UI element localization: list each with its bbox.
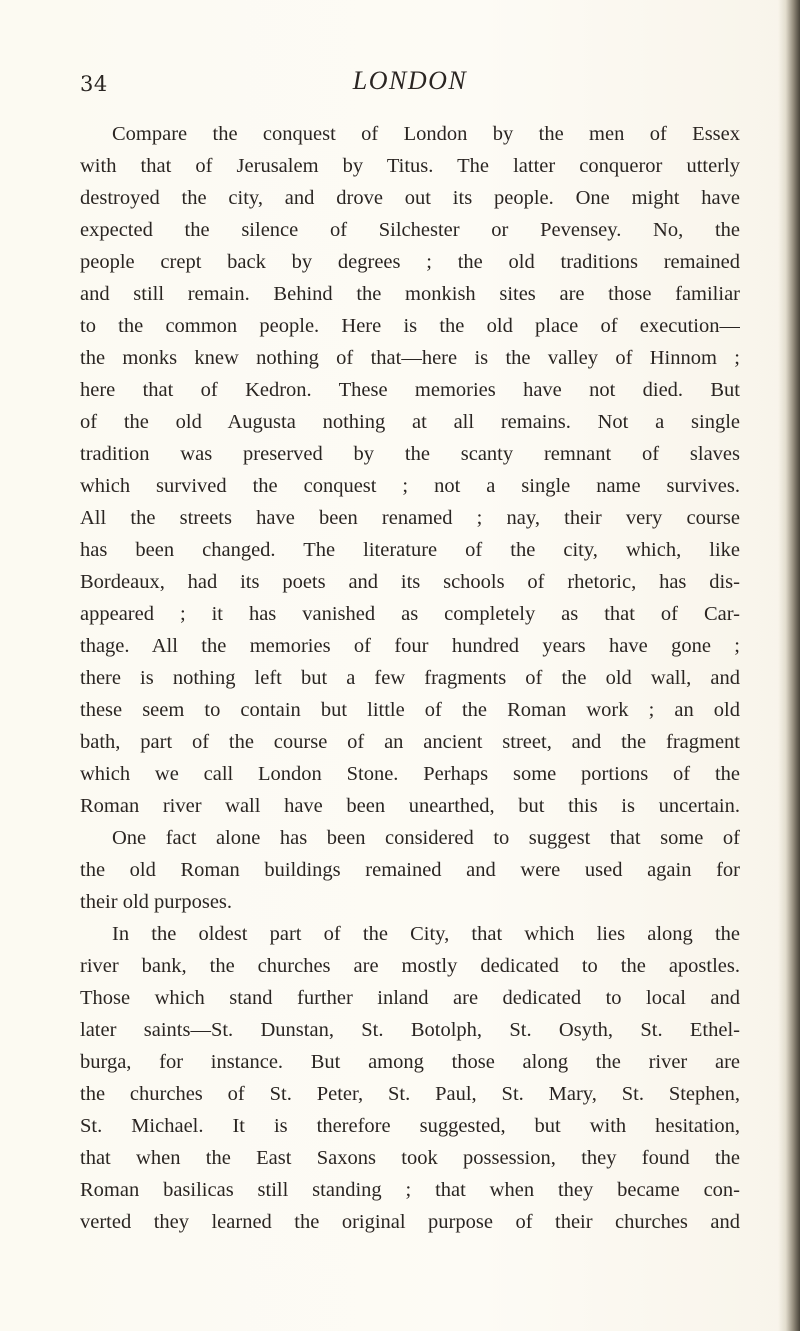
text-line: tradition was preserved by the scanty remnant of slaves xyxy=(80,443,740,465)
text-line: which survived the conquest ; not a single name survives. xyxy=(80,475,740,497)
text-line: later saints—St. Dunstan, St. Botolph, St. Osyth, St. Ethel- xyxy=(80,1019,740,1041)
text-line: the churches of St. Peter, St. Paul, St. Mary, St. Stephen, xyxy=(80,1083,740,1105)
text-line: thage. All the memories of four hundred years have gone ; xyxy=(80,635,740,657)
text-line: appeared ; it has vanished as completely as that of Car- xyxy=(80,603,740,625)
text-line: with that of Jerusalem by Titus. The latter conqueror utterly xyxy=(80,155,740,177)
text-line: and still remain. Behind the monkish sites are those familiar xyxy=(80,283,740,305)
page-number: 34 xyxy=(80,72,108,96)
text-line: Roman basilicas still standing ; that when they became con- xyxy=(80,1179,740,1201)
text-line: One fact alone has been considered to suggest that some of xyxy=(112,827,740,849)
running-head: LONDON xyxy=(352,66,468,95)
text-line: bath, part of the course of an ancient street, and the fragment xyxy=(80,731,740,753)
text-line: their old purposes. xyxy=(80,891,233,913)
text-line: In the oldest part of the City, that which lies along the xyxy=(112,923,740,945)
text-line: burga, for instance. But among those along the river are xyxy=(80,1051,740,1073)
text-line: these seem to contain but little of the Roman work ; an old xyxy=(80,699,740,721)
text-line: has been changed. The literature of the city, which, like xyxy=(80,539,740,561)
text-line: expected the silence of Silchester or Pevensey. No, the xyxy=(80,219,740,241)
text-line: which we call London Stone. Perhaps some portions of the xyxy=(80,763,740,785)
text-line: that when the East Saxons took possession, they found the xyxy=(80,1147,740,1169)
text-line: verted they learned the original purpose of their churches and xyxy=(80,1211,740,1233)
page-header xyxy=(80,66,740,106)
text-line: there is nothing left but a few fragments of the old wall, and xyxy=(80,667,740,689)
body-text xyxy=(80,118,740,1238)
text-line: people crept back by degrees ; the old traditions remained xyxy=(80,251,740,273)
text-line: St. Michael. It is therefore suggested, but with hesitation, xyxy=(80,1115,740,1137)
text-line: river bank, the churches are mostly dedicated to the apostles. xyxy=(80,955,740,977)
text-line: the old Roman buildings remained and were used again for xyxy=(80,859,740,881)
text-line: Bordeaux, had its poets and its schools of rhetoric, has dis- xyxy=(80,571,740,593)
text-line: destroyed the city, and drove out its people. One might have xyxy=(80,187,740,209)
text-line: All the streets have been renamed ; nay, their very course xyxy=(80,507,740,529)
text-line: the monks knew nothing of that—here is the valley of Hinnom ; xyxy=(80,347,740,369)
text-line: to the common people. Here is the old place of execution— xyxy=(80,315,740,337)
page-edge-shadow xyxy=(778,0,800,1331)
text-line: of the old Augusta nothing at all remains. Not a single xyxy=(80,411,740,433)
text-line: Compare the conquest of London by the men of Essex xyxy=(112,123,740,145)
text-line: here that of Kedron. These memories have not died. But xyxy=(80,379,740,401)
text-line: Roman river wall have been unearthed, but this is uncertain. xyxy=(80,795,740,817)
text-line: Those which stand further inland are dedicated to local and xyxy=(80,987,740,1009)
